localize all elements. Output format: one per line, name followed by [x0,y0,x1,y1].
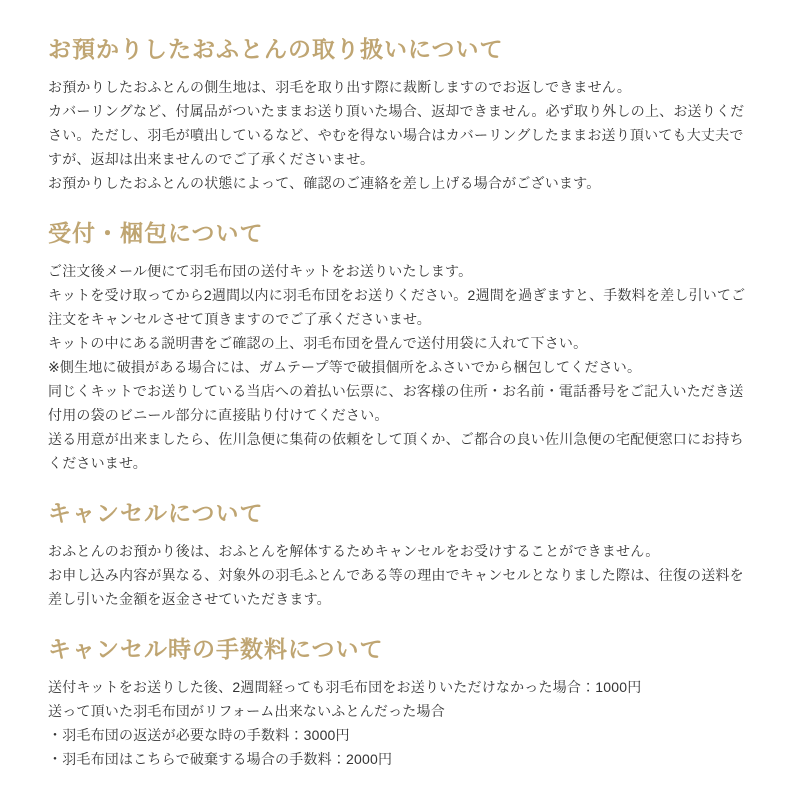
paragraph: 送付キットをお送りした後、2週間経っても羽毛布団をお送りいただけなかった場合：1000円 [48,679,642,695]
section-reception-packing [48,219,756,475]
section-cancellation-fees [48,635,756,771]
section-handling-title: お預かりしたおふとんの取り扱いについて [48,36,504,62]
paragraph: ご注文後メール便にて羽毛布団の送付キットをお送りいたします。 [48,263,473,279]
paragraph: キットを受け取ってから2週間以内に羽毛布団をお送りください。2週間を過ぎますと、手数料を差し引いてご注文をキャンセルさせて頂きますのでご了承くださいませ。 [48,287,746,327]
paragraph: お預かりしたおふとんの側生地は、羽毛を取り出す際に裁断しますのでお返しできません。 [48,79,632,95]
paragraph: ※側生地に破損がある場合には、ガムテープ等で破損個所をふさいでから梱包してください。 [48,359,642,375]
paragraph: おふとんのお預かり後は、おふとんを解体するためキャンセルをお受けすることができません。 [48,543,660,559]
section-reception-packing-title: 受付・梱包について [48,220,264,246]
section-handling-body [48,75,756,195]
paragraph: お預かりしたおふとんの状態によって、確認のご連絡を差し上げる場合がございます。 [48,175,601,191]
paragraph: ・羽毛布団の返送が必要な時の手数料：3000円 [48,727,350,743]
paragraph: カバーリングなど、付属品がついたままお送り頂いた場合、返却できません。必ず取り外しの上、お送りください。ただし、羽毛が噴出しているなど、やむを得ない場合はカバーリングしたままお送り頂いても大丈夫ですが、返却は出来ませんのでご了承くださいませ。 [48,103,745,167]
section-handling [48,35,756,195]
paragraph: キットの中にある説明書をご確認の上、羽毛布団を畳んで送付用袋に入れて下さい。 [48,335,588,351]
section-cancellation [48,499,756,611]
section-cancellation-body [48,539,756,611]
paragraph: お申し込み内容が異なる、対象外の羽毛ふとんである等の理由でキャンセルとなりました際は、往復の送料を差し引いた金額を返金させていただきます。 [48,567,744,607]
section-cancellation-title: キャンセルについて [48,500,264,526]
paragraph: 同じくキットでお送りしている当店への着払い伝票に、お客様の住所・お名前・電話番号をご記入いただき送付用の袋のビニール部分に直接貼り付けてください。 [48,383,744,423]
paragraph: ・羽毛布団はこちらで破棄する場合の手数料：2000円 [48,751,393,767]
paragraph: 送る用意が出来ましたら、佐川急便に集荷の依頼をして頂くか、ご都合の良い佐川急便の宅配便窓口にお持ちくださいませ。 [48,431,744,471]
paragraph: 送って頂いた羽毛布団がリフォーム出来ないふとんだった場合 [48,703,445,719]
section-cancellation-fees-title: キャンセル時の手数料について [48,636,384,662]
section-reception-packing-body [48,259,756,475]
section-cancellation-fees-body [48,675,756,771]
